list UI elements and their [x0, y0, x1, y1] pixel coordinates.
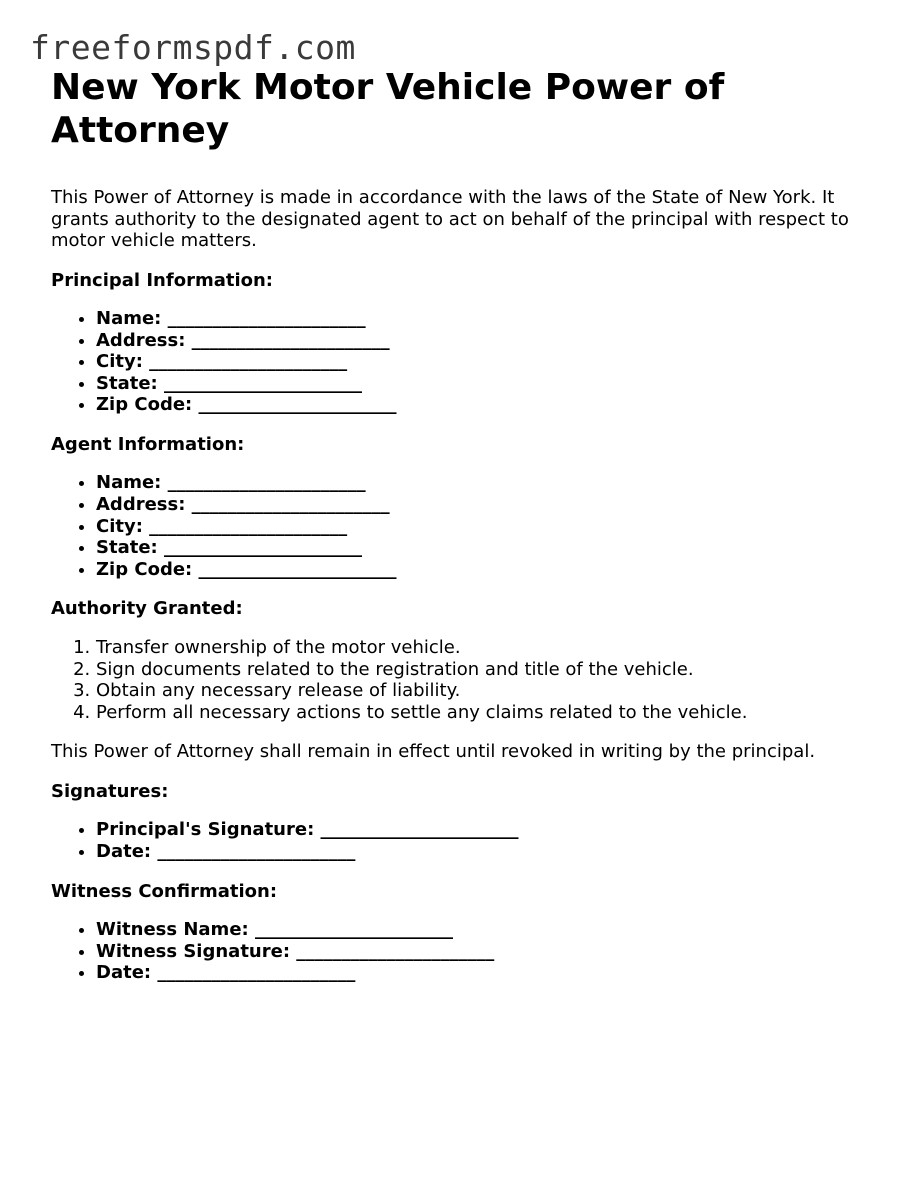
principal-name-field: • Name: ______________________	[96, 308, 871, 330]
principal-city-field: • City: ______________________	[96, 351, 871, 373]
authority-item: 2. Sign documents related to the registration and title of the vehicle.	[96, 659, 871, 681]
document-title: New York Motor Vehicle Power of Attorney	[51, 67, 725, 151]
signature-fields	[51, 819, 871, 862]
principal-fields	[51, 308, 871, 416]
authority-item: 4. Perform all necessary actions to settle any claims related to the vehicle.	[96, 702, 871, 724]
agent-address-field: • Address: ______________________	[96, 494, 871, 516]
intro-paragraph: This Power of Attorney is made in accordance with the laws of the State of New York. It grants authority to the designated agent to act on behalf of the principal with respect to motor vehicle matters.	[51, 187, 849, 251]
witness-heading: Witness Confirmation:	[51, 880, 278, 902]
closing-paragraph: This Power of Attorney shall remain in effect until revoked in writing by the principal.	[51, 741, 816, 763]
principal-state-field: • State: ______________________	[96, 373, 871, 395]
document-page	[51, 66, 871, 984]
agent-zip-field: • Zip Code: ______________________	[96, 559, 871, 581]
principal-zip-field: • Zip Code: ______________________	[96, 394, 871, 416]
agent-fields	[51, 472, 871, 580]
principal-date-field: • Date: ______________________	[96, 841, 871, 863]
agent-state-field: • State: ______________________	[96, 537, 871, 559]
witness-name-field: • Witness Name: ______________________	[96, 919, 871, 941]
agent-city-field: • City: ______________________	[96, 516, 871, 538]
site-watermark: freeformspdf.com	[30, 28, 356, 67]
witness-date-field: • Date: ______________________	[96, 962, 871, 984]
signatures-heading: Signatures:	[51, 780, 169, 802]
principal-signature-field: • Principal's Signature: ______________________	[96, 819, 871, 841]
witness-fields	[51, 919, 871, 984]
authority-heading: Authority Granted:	[51, 598, 243, 620]
agent-name-field: • Name: ______________________	[96, 472, 871, 494]
witness-signature-field: • Witness Signature: ______________________	[96, 941, 871, 963]
principal-address-field: • Address: ______________________	[96, 330, 871, 352]
authority-item: 3. Obtain any necessary release of liability.	[96, 680, 871, 702]
principal-heading: Principal Information:	[51, 269, 274, 291]
authority-item: 1. Transfer ownership of the motor vehicle.	[96, 637, 871, 659]
authority-list	[51, 637, 871, 723]
agent-heading: Agent Information:	[51, 433, 245, 455]
